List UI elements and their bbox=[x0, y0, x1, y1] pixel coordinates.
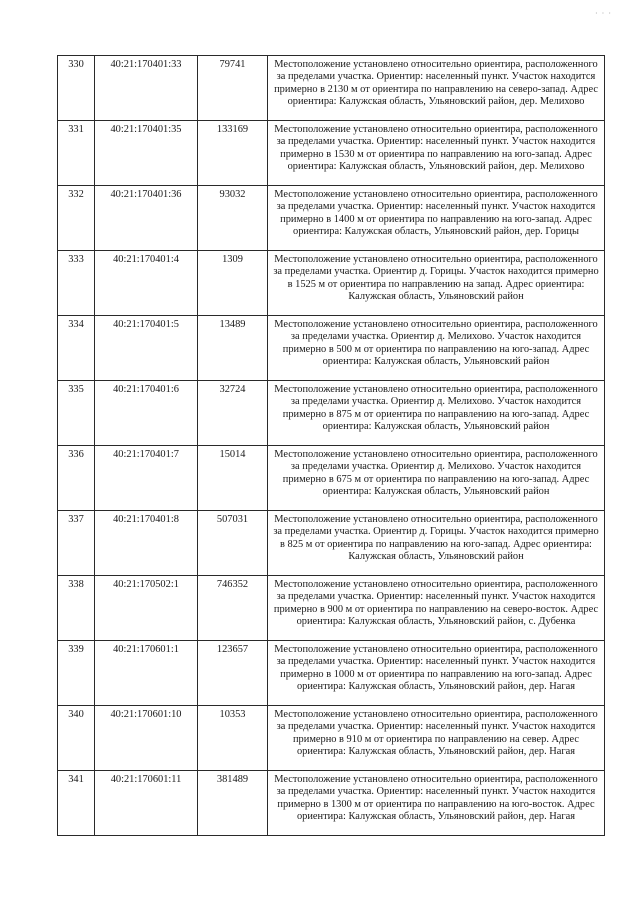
location-description-cell: Местоположение установлено относительно ориентира, расположенного за пределами участка. Ориентир: населенный пункт. Участок находится примерно в 1530 м от ориентира по направлению на юго-запад. Адрес ориентира: Калужская область, Ульяновский район, дер. Мелихово bbox=[268, 121, 605, 186]
table-row bbox=[58, 316, 605, 381]
location-description-cell: Местоположение установлено относительно ориентира, расположенного за пределами участка. Ориентир д. Мелихово. Участок находится примерно в 675 м от ориентира по направлению на юго-запад. Адрес ориентира: Калужская область, Ульяновский район bbox=[268, 446, 605, 511]
location-description-cell: Местоположение установлено относительно ориентира, расположенного за пределами участка. Ориентир: населенный пункт. Участок находится примерно в 1300 м от ориентира по направлению на юго-восток. Адрес ориентира: Калужская область, Ульяновский район, дер. Нагая bbox=[268, 771, 605, 836]
table-row bbox=[58, 511, 605, 576]
row-number-cell: 333 bbox=[58, 251, 95, 316]
row-number-cell: 334 bbox=[58, 316, 95, 381]
table-row bbox=[58, 381, 605, 446]
area-cell: 15014 bbox=[198, 446, 268, 511]
cadastral-number-cell: 40:21:170401:8 bbox=[95, 511, 198, 576]
land-parcel-table bbox=[57, 55, 605, 836]
row-number-cell: 339 bbox=[58, 641, 95, 706]
row-number-cell: 332 bbox=[58, 186, 95, 251]
table-row bbox=[58, 706, 605, 771]
area-cell: 13489 bbox=[198, 316, 268, 381]
row-number-cell: 336 bbox=[58, 446, 95, 511]
area-cell: 93032 bbox=[198, 186, 268, 251]
area-cell: 79741 bbox=[198, 56, 268, 121]
location-description-cell: Местоположение установлено относительно ориентира, расположенного за пределами участка. Ориентир д. Мелихово. Участок находится примерно в 875 м от ориентира по направлению на юго-запад. Адрес ориентира: Калужская область, Ульяновский район bbox=[268, 381, 605, 446]
location-description-cell: Местоположение установлено относительно ориентира, расположенного за пределами участка. Ориентир д. Горицы. Участок находится примерно в 1525 м от ориентира по направлению на запад. Адрес ориентира: Калужская область, Ульяновский район bbox=[268, 251, 605, 316]
area-cell: 1309 bbox=[198, 251, 268, 316]
row-number-cell: 337 bbox=[58, 511, 95, 576]
table-row bbox=[58, 251, 605, 316]
area-cell: 746352 bbox=[198, 576, 268, 641]
row-number-cell: 341 bbox=[58, 771, 95, 836]
cadastral-number-cell: 40:21:170401:5 bbox=[95, 316, 198, 381]
page-corner-mark: · · · bbox=[595, 9, 612, 18]
row-number-cell: 330 bbox=[58, 56, 95, 121]
table-row bbox=[58, 56, 605, 121]
area-cell: 507031 bbox=[198, 511, 268, 576]
area-cell: 32724 bbox=[198, 381, 268, 446]
cadastral-number-cell: 40:21:170601:10 bbox=[95, 706, 198, 771]
table-body bbox=[58, 56, 605, 836]
area-cell: 10353 bbox=[198, 706, 268, 771]
location-description-cell: Местоположение установлено относительно ориентира, расположенного за пределами участка. Ориентир: населенный пункт. Участок находится примерно в 2130 м от ориентира по направлению на северо-запад. Адрес ориентира: Калужская область, Ульяновский район, дер. Мелихово bbox=[268, 56, 605, 121]
table-row bbox=[58, 186, 605, 251]
location-description-cell: Местоположение установлено относительно ориентира, расположенного за пределами участка. Ориентир: населенный пункт. Участок находится примерно в 1000 м от ориентира по направлению на юго-запад. Адрес ориентира: Калужская область, Ульяновский район, дер. Нагая bbox=[268, 641, 605, 706]
cadastral-number-cell: 40:21:170401:6 bbox=[95, 381, 198, 446]
cadastral-number-cell: 40:21:170401:36 bbox=[95, 186, 198, 251]
cadastral-number-cell: 40:21:170502:1 bbox=[95, 576, 198, 641]
area-cell: 133169 bbox=[198, 121, 268, 186]
row-number-cell: 331 bbox=[58, 121, 95, 186]
table-row bbox=[58, 576, 605, 641]
cadastral-number-cell: 40:21:170401:35 bbox=[95, 121, 198, 186]
row-number-cell: 335 bbox=[58, 381, 95, 446]
location-description-cell: Местоположение установлено относительно ориентира, расположенного за пределами участка. Ориентир: населенный пункт. Участок находится примерно в 900 м от ориентира по направлению на северо-восток. Адрес ориентира: Калужская область, Ульяновский район, с. Дубенка bbox=[268, 576, 605, 641]
area-cell: 123657 bbox=[198, 641, 268, 706]
row-number-cell: 338 bbox=[58, 576, 95, 641]
location-description-cell: Местоположение установлено относительно ориентира, расположенного за пределами участка. Ориентир д. Мелихово. Участок находится примерно в 500 м от ориентира по направлению на юго-запад. Адрес ориентира: Калужская область, Ульяновский район bbox=[268, 316, 605, 381]
cadastral-number-cell: 40:21:170401:7 bbox=[95, 446, 198, 511]
area-cell: 381489 bbox=[198, 771, 268, 836]
cadastral-number-cell: 40:21:170601:1 bbox=[95, 641, 198, 706]
cadastral-number-cell: 40:21:170401:33 bbox=[95, 56, 198, 121]
table-row bbox=[58, 121, 605, 186]
cadastral-number-cell: 40:21:170601:11 bbox=[95, 771, 198, 836]
location-description-cell: Местоположение установлено относительно ориентира, расположенного за пределами участка. Ориентир: населенный пункт. Участок находится примерно в 910 м от ориентира по направлению на север. Адрес ориентира: Калужская область, Ульяновский район, дер. Нагая bbox=[268, 706, 605, 771]
table-row bbox=[58, 446, 605, 511]
row-number-cell: 340 bbox=[58, 706, 95, 771]
location-description-cell: Местоположение установлено относительно ориентира, расположенного за пределами участка. Ориентир д. Горицы. Участок находится примерно в 825 м от ориентира по направлению на юго-запад. Адрес ориентира: Калужская область, Ульяновский район bbox=[268, 511, 605, 576]
table-row bbox=[58, 641, 605, 706]
location-description-cell: Местоположение установлено относительно ориентира, расположенного за пределами участка. Ориентир: населенный пункт. Участок находится примерно в 1400 м от ориентира по направлению на юго-запад. Адрес ориентира: Калужская область, Ульяновский район, дер. Горицы bbox=[268, 186, 605, 251]
cadastral-number-cell: 40:21:170401:4 bbox=[95, 251, 198, 316]
table-row bbox=[58, 771, 605, 836]
